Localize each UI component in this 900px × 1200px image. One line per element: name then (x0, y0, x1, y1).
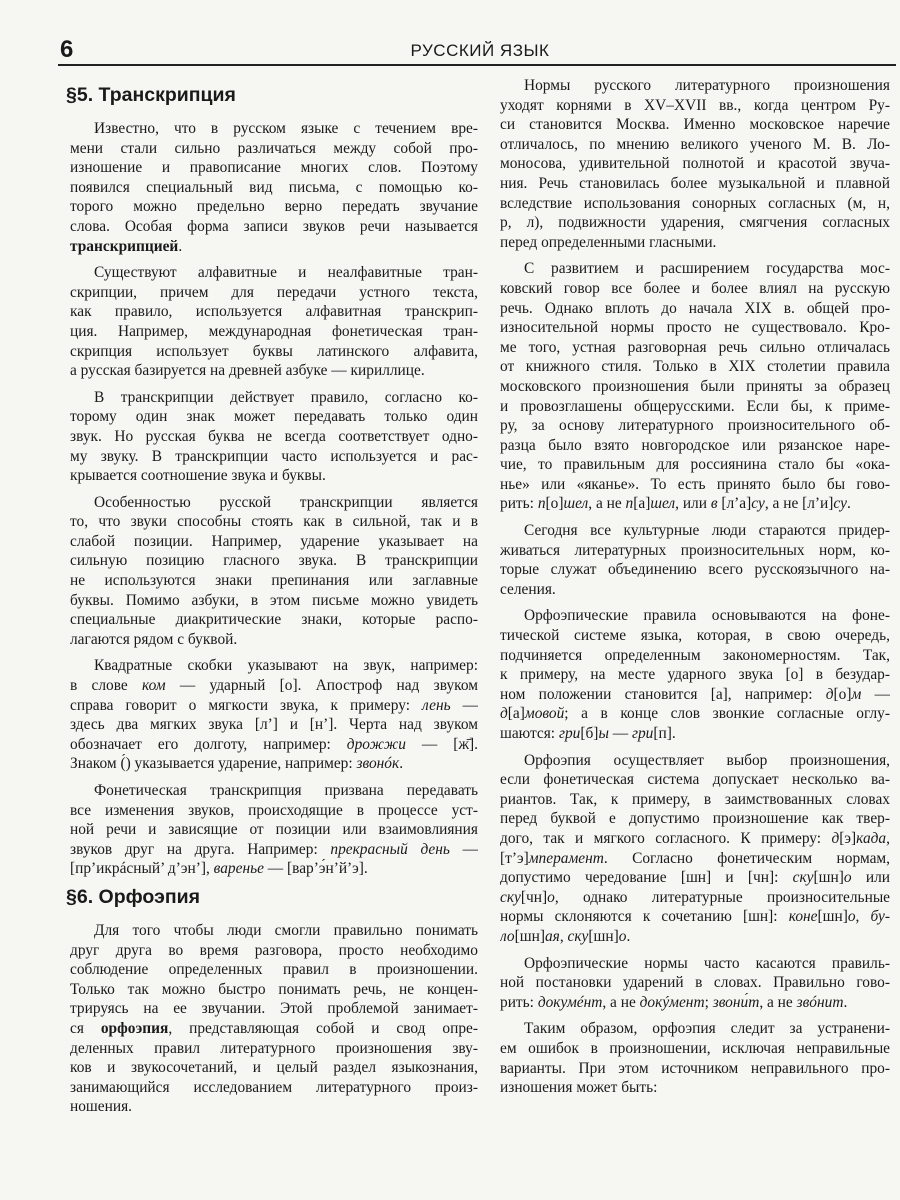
italic-example: п (625, 495, 634, 513)
text-line: селения. (500, 580, 556, 598)
italic-example: звонóк (356, 755, 400, 773)
text-line: московского произношения были приняты за образец (500, 377, 890, 395)
italic-example: бу- (870, 908, 890, 926)
italic-example: ая (544, 927, 560, 945)
text-line: Известно, что в русском языке с течением вре- (94, 120, 478, 137)
text-line: ску[чн]о, однако литературные произносительные (500, 888, 890, 906)
text-line: отличалось, по мнению великого ученого М. В. Ло- (500, 135, 890, 153)
text-line: ной речи и зависящие от позиции или взаимовлияния (70, 821, 478, 839)
italic-example: су (751, 495, 765, 513)
italic-example: д (825, 685, 834, 703)
paragraph (70, 921, 478, 1117)
paragraph (70, 263, 478, 381)
text-line: звук. Но русская буква не всегда соответствует одно- (70, 427, 478, 445)
italic-example: шел (650, 495, 676, 513)
text-line: живаться литературных произносительных норм, ко- (500, 541, 890, 559)
text-line: дого, так и мягкого согласного. К примеру: д[э]када, (500, 829, 890, 847)
text-line: Для того чтобы люди смогли правильно понимать (94, 921, 478, 939)
paragraph (70, 119, 478, 256)
text-line: а русская базируется на древней азбуке — кириллице. (70, 362, 425, 380)
text-line: вследствие использования сонорных согласных (м, н, (500, 194, 890, 212)
text-line: друг друга во время разговора, просто необходимо (70, 941, 478, 959)
paragraph (500, 751, 890, 947)
text-line: изношения может быть: (500, 1079, 658, 1097)
text-line: Квадратные скобки указывают на звук, например: (94, 657, 478, 675)
paragraph (70, 781, 478, 879)
text-line: лагаются рядом с буквой. (70, 630, 238, 648)
italic-example: м (851, 685, 862, 703)
italic-example: о (847, 908, 856, 926)
italic-example: лень (422, 696, 451, 714)
paragraph (500, 1019, 890, 1097)
text-line: тической системе языка, которая, в свою очередь, (500, 627, 890, 645)
text-line: появился специальный вид письма, с помощью ко- (70, 178, 478, 196)
text-line: варианты. При этом источником неправильного про- (500, 1059, 890, 1077)
text-line: допустимо чередование [шн] и [чн]: ску[шн]о или (500, 869, 890, 887)
text-line: мени стали сильно различаться между собой про- (70, 139, 478, 157)
text-line: занимающийся исследованием литературного произ- (70, 1078, 478, 1096)
italic-example: ску (792, 869, 814, 887)
italic-example: гри (631, 725, 654, 742)
header-rule (58, 64, 896, 66)
text-line: р, л), подвижности ударения, смягчения согласных (500, 214, 890, 232)
text-line: ношения. (70, 1098, 133, 1116)
text-line: разца было взято новгородское или рязанское наре- (500, 436, 890, 454)
text-line: Таким образом, орфоэпия следит за устранени- (524, 1020, 890, 1038)
text-line: речь. Однако вплоть до начала XIX в. общей про- (500, 299, 890, 317)
text-line: Орфоэпические нормы часто касаются правиль- (524, 954, 890, 972)
text-line: торого можно предельно верно передать звучание (70, 198, 478, 216)
text-line: здесь два мягких звука [л’] и [н’]. Черта над звуком (70, 716, 478, 734)
text-line: нормы склоняются к сочетанию [шн]: коне[шн]о, бу- (500, 908, 890, 926)
italic-example: в (710, 495, 718, 513)
text-line: Существуют алфавитные и неалфавитные тран- (94, 264, 478, 282)
section-heading: §6. Орфоэпия (66, 885, 200, 908)
italic-example: дрожжи (346, 735, 406, 753)
left-column (66, 80, 478, 1124)
italic-example: звóнит (796, 993, 844, 1011)
right-column (500, 76, 890, 1105)
italic-example: ску (500, 888, 521, 906)
text-line: соблюдение определенных правил в произношении. (70, 961, 478, 979)
text-line: ном положении становится [а], например: д[о]м — (500, 685, 890, 703)
paragraph (500, 606, 890, 743)
text-line: С развитием и расширением государства мос- (524, 260, 890, 278)
text-line: деленных правил литературного произношения зву- (70, 1039, 478, 1057)
text-line: слабой позиции. Например, ударение указывает на (70, 532, 478, 550)
text-line: д[а]мовой; а в конце слов звонкие согласные оглу- (500, 705, 890, 723)
text-line: обозначает его долготу, например: дрожжи — [ж̄]. (70, 735, 478, 753)
italic-example: ло (500, 927, 515, 945)
italic-example: шел (563, 495, 589, 513)
text-line: ковский говор все более и более влиял на русскую (500, 279, 890, 297)
italic-example: прекрасный день (330, 840, 450, 858)
paragraph (500, 259, 890, 514)
running-title: РУССКИЙ ЯЗЫК (410, 41, 550, 60)
text-line: перед определенными гласными. (500, 233, 717, 251)
italic-example: о (547, 888, 555, 906)
section-heading: §5. Транскрипция (66, 84, 236, 106)
italic-example: када (856, 829, 887, 847)
bold-term: транскрипцией (70, 237, 179, 255)
text-line: рить: докумéнт, а не докýмент; звони́т, а не звóнит. (500, 993, 848, 1011)
text-line: [т’э]мперамент. Согласно фонетическим нормам, (500, 849, 890, 867)
text-line: звуков друг на друга. Например: прекрасный день — (70, 840, 478, 858)
text-line: крывается соотношение звука и буквы. (70, 467, 326, 485)
text-line: в слове ком — ударный [о]. Апостроф над звуком (70, 677, 478, 695)
text-line: моносова, удивительной полнотой и красотой звуча- (500, 155, 890, 173)
text-line: и провозглашены общерусскими. Если бы, к приме- (500, 397, 890, 415)
paragraph (70, 388, 478, 486)
italic-example: гри (558, 725, 581, 742)
text-line: к примеру, на месте ударного звука [о] в безудар- (500, 666, 890, 684)
text-line: Фонетическая транскрипция призвана передавать (94, 782, 478, 799)
text-line: рить: п[о]шел, а не п[а]шел, или в [л’а]су, а не [л’и]су. (500, 495, 851, 513)
text-line: ков и звукосочетаний, и целый раздел языкознания, (70, 1059, 478, 1077)
text-line: ция. Например, международная фонетическая тран- (70, 322, 478, 340)
text-line: трируясь на ее звучании. Этой проблемой занимает- (70, 1000, 478, 1018)
text-line: торые служат объединению всего русскоязычного на- (500, 561, 890, 579)
italic-example: су (833, 495, 847, 513)
page-number: 6 (60, 36, 74, 63)
text-line: Орфоэпические правила основываются на фоне- (524, 607, 890, 625)
text-line: уходят корнями в XV–XVII вв., когда центром Ру- (500, 96, 890, 114)
text-line: сильную позицию гласного звука. В транскрипции (70, 552, 478, 570)
text-line: ме того, устная разговорная речь сильно отличалась (500, 338, 890, 356)
text-line: Знаком (́) указывается ударение, например: звонóк. (70, 755, 404, 773)
text-line: ния. Речь становилась более музыкальной и плавной (500, 174, 890, 192)
text-line: подчиняется определенным закономерностям. Так, (500, 646, 890, 664)
italic-example: докýмент (639, 993, 705, 1011)
text-line: риантов. Так, к примеру, в заимствованных словах (500, 790, 890, 808)
paragraph (70, 656, 478, 774)
text-line: специальные диакритические знаки, которые распо- (70, 611, 478, 629)
text-line: си становится Москва. Именно московское наречие (500, 116, 890, 134)
text-line: му звуку. В транскрипции часто используется и рас- (70, 447, 478, 465)
italic-example: коне (788, 908, 818, 926)
italic-example: о (618, 927, 627, 945)
text-line: ной постановки ударений в словах. Правильно гово- (500, 974, 890, 992)
text-line: шаются: гри[б]ы — гри[п]. (500, 725, 676, 742)
text-line: то, что звуки способны стоять как в сильной, так и в (70, 513, 478, 531)
italic-example: докумéнт (537, 993, 603, 1011)
text-line: ем ошибок в произношении, исключая неправильные (500, 1039, 890, 1057)
text-line: слова. Особая форма записи звуков речи называется (70, 217, 478, 235)
text-line: ся орфоэпия, представляющая собой и свод опре- (70, 1019, 478, 1037)
paragraph (500, 521, 890, 599)
italic-example: д (500, 705, 508, 723)
text-line: не используются знаки препинания или заглавные (70, 572, 478, 590)
text-line: Орфоэпия осуществляет выбор произношения, (524, 751, 890, 769)
text-line: если фонетическая система допускает несколько ва- (500, 771, 890, 789)
text-line: как правило, используется алфавитная транскрип- (70, 303, 478, 321)
text-line: Только так можно быстро понимать речь, не концен- (70, 980, 478, 998)
text-line: скрипции, причем для передачи устного текста, (70, 283, 478, 301)
text-line: Нормы русского литературного произношения (524, 77, 890, 94)
text-line: транскрипцией. (70, 237, 183, 255)
italic-example: варенье (213, 860, 264, 878)
text-line: буквы. Помимо азбуки, в этом письме можно увидеть (70, 591, 478, 609)
text-line: износительной нормы просто не существовало. Кро- (500, 319, 890, 337)
italic-example: мперамент (528, 849, 604, 867)
text-line: перед буквой е допустимо произношение как твер- (500, 810, 890, 828)
text-line: нье» или «яканье». То есть принято было бы гово- (500, 475, 890, 493)
text-line: Сегодня все культурные люди стараются придер- (524, 522, 890, 540)
text-line: справа говорит о мягкости звука, к примеру: лень — (70, 696, 478, 714)
italic-example: ком (142, 677, 166, 695)
text-line: Особенностью русской транскрипции является (94, 493, 478, 511)
text-line: В транскрипции действует правило, согласно ко- (94, 388, 478, 406)
text-line: торому один знак может передавать только один (70, 408, 478, 426)
italic-example: мовой (524, 705, 565, 723)
text-line: изношение и правописание многих слов. Поэтому (70, 159, 478, 177)
italic-example: д (831, 829, 840, 847)
italic-example: ы (598, 725, 609, 742)
text-line: чие, то правильным для россиянина стало бы «ока- (500, 456, 890, 474)
italic-example: о (843, 869, 852, 887)
bold-term: орфоэпия (100, 1019, 169, 1037)
text-line: ло[шн]ая, ску[шн]о. (500, 927, 631, 945)
text-line: от книжного стиля. Только в XIX столетии правила (500, 358, 890, 376)
text-line: ру, за основу литературного произносительного об- (500, 417, 890, 435)
text-line: [пр’икрáсный’ д’эн’], варенье — [вар’э́н’й’э]. (70, 860, 368, 878)
italic-example: звони́т (712, 993, 760, 1011)
paragraph (500, 954, 890, 1013)
italic-example: ску (567, 927, 589, 945)
paragraph (500, 76, 890, 252)
paragraph (70, 493, 478, 650)
text-line: все изменения звуков, происходящие в процессе уст- (70, 801, 478, 819)
text-line: скрипция использует буквы латинского алфавита, (70, 342, 478, 360)
italic-example: п (537, 495, 546, 513)
